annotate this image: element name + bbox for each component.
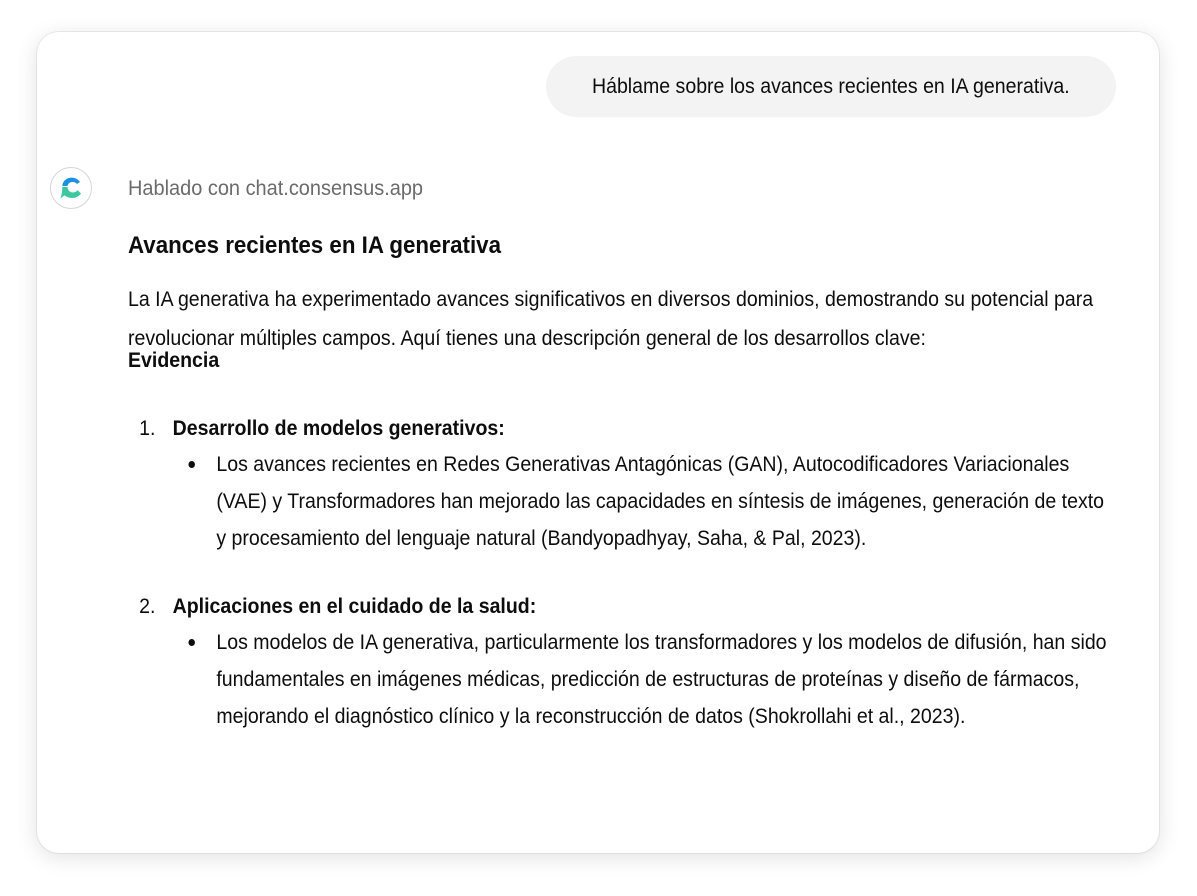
- bullet-icon: [188, 639, 195, 646]
- evidence-label: Evidencia: [128, 349, 220, 372]
- consensus-logo-icon: [50, 167, 92, 209]
- item-number: 2.: [139, 595, 156, 618]
- assistant-response: [128, 228, 1118, 768]
- evidence-list: [128, 412, 1118, 735]
- bullet-text: Los modelos de IA generativa, particularmente los transformadores y los modelos de difusión, han sido fundamentales en imágenes médicas, predicción de estructuras de proteínas y diseño de fármacos, mejorando el diagnóstico clínico y la reconstrucción de datos (Shokrollahi et al., 2023).: [216, 631, 1107, 728]
- user-message-text: Háblame sobre los avances recientes en IA generativa.: [592, 74, 1071, 98]
- tool-status-text: Hablado con chat.consensus.app: [128, 177, 424, 200]
- evidence-item: [128, 590, 1118, 735]
- chat-window: [37, 32, 1159, 853]
- response-heading: Avances recientes en IA generativa: [128, 232, 502, 259]
- item-title: Desarrollo de modelos generativos:: [172, 417, 505, 440]
- bullet-item: [173, 446, 1119, 557]
- response-intro: La IA generativa ha experimentado avances significativos en diversos dominios, demostrando su potencial para revolucionar múltiples campos. Aquí tienes una descripción general de los desarrollos clave:: [128, 288, 1094, 350]
- bullet-text: Los avances recientes en Redes Generativas Antagónicas (GAN), Autocodificadores Variacionales (VAE) y Transformadores han mejorado las capacidades en síntesis de imágenes, generación de texto y procesamiento del lenguaje natural (Bandyopadhyay, Saha, & Pal, 2023).: [216, 453, 1105, 550]
- evidence-item: [128, 412, 1118, 557]
- bullet-item: [173, 624, 1119, 735]
- user-message-bubble: [546, 56, 1116, 117]
- item-bullets: [173, 624, 1119, 735]
- bullet-icon: [188, 461, 195, 468]
- item-bullets: [173, 446, 1119, 557]
- item-title: Aplicaciones en el cuidado de la salud:: [172, 595, 537, 618]
- item-number: 1.: [139, 417, 156, 440]
